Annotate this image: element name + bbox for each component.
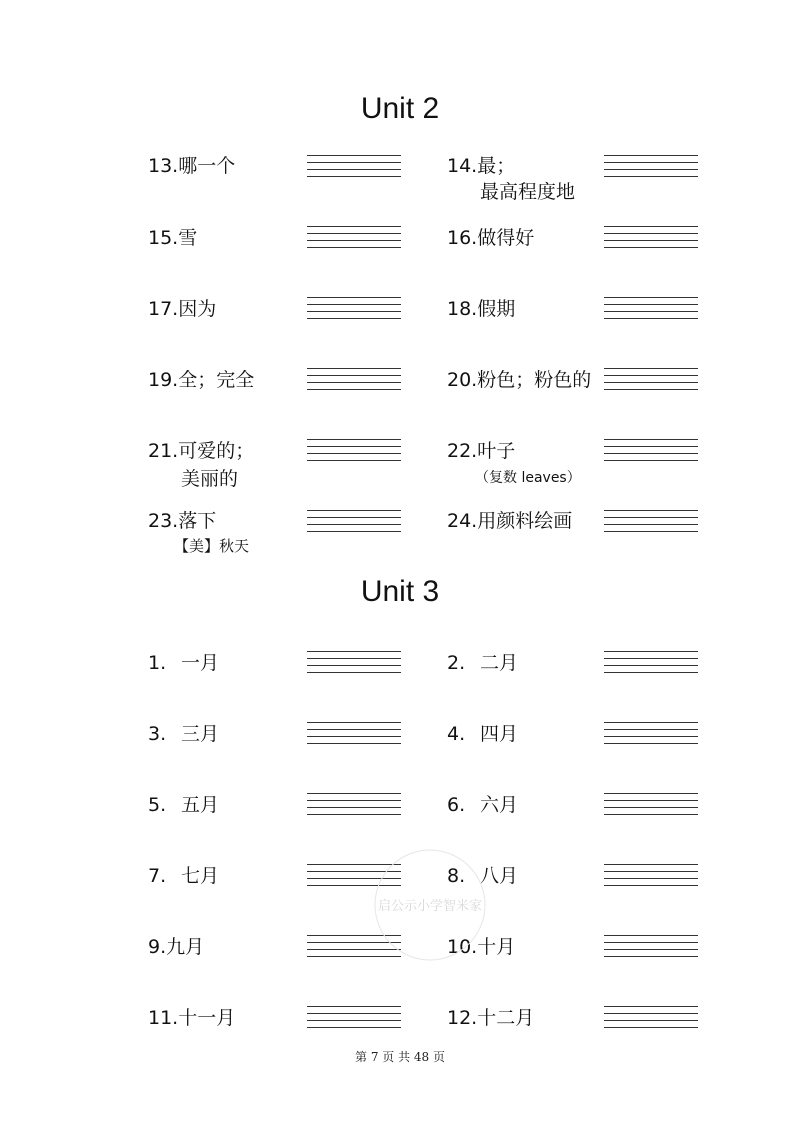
item-text: 因为 <box>178 298 217 320</box>
item-number: 16. <box>447 227 478 249</box>
item-number: 17. <box>148 298 179 320</box>
item-number: 21. <box>148 440 179 462</box>
item-number: 15. <box>148 227 179 249</box>
item-text: 叶子 <box>477 440 516 462</box>
answer-lines[interactable] <box>604 439 698 465</box>
unit2-title: Unit 2 <box>360 92 440 125</box>
item-number: 5. <box>148 794 167 816</box>
answer-lines[interactable] <box>604 1006 698 1032</box>
answer-lines[interactable] <box>604 864 698 890</box>
item-number: 10. <box>447 936 478 958</box>
answer-lines[interactable] <box>604 510 698 536</box>
item-text: 四月 <box>480 723 519 745</box>
answer-lines[interactable] <box>604 297 698 323</box>
answer-lines[interactable] <box>604 651 698 677</box>
item-text: 可爱的； <box>178 440 255 462</box>
answer-lines[interactable] <box>307 439 401 465</box>
answer-lines[interactable] <box>307 1006 401 1032</box>
answer-lines[interactable] <box>307 793 401 819</box>
u2-item-18 <box>447 296 515 322</box>
u3-item-7 <box>148 863 219 889</box>
item-number: 3. <box>148 723 167 745</box>
item-text: 雪 <box>178 227 198 249</box>
u2-item-24 <box>447 508 572 534</box>
u2-item-17 <box>148 296 216 322</box>
item-text: 五月 <box>181 794 220 816</box>
u2-item-20 <box>447 367 591 393</box>
item-text: 用颜料绘画 <box>477 510 573 532</box>
item-number: 1. <box>148 652 167 674</box>
u3-item-4 <box>447 721 518 747</box>
item-number: 12. <box>447 1007 478 1029</box>
page-number: 第 7 页 共 48 页 <box>355 1050 445 1064</box>
item-text: 六月 <box>480 794 519 816</box>
item-text: 全；完全 <box>178 369 255 391</box>
item-number: 22. <box>447 440 478 462</box>
item-text: 哪一个 <box>178 155 236 177</box>
item-number: 2. <box>447 652 466 674</box>
answer-lines[interactable] <box>307 651 401 677</box>
answer-lines[interactable] <box>604 935 698 961</box>
watermark-stamp <box>370 840 490 970</box>
item-text: 落下 <box>178 510 217 532</box>
answer-lines[interactable] <box>307 722 401 748</box>
item-number: 14. <box>447 155 478 177</box>
answer-lines[interactable] <box>307 297 401 323</box>
unit3-title: Unit 3 <box>360 575 440 608</box>
item-text: 做得好 <box>477 227 535 249</box>
item-text: 最； <box>477 155 516 177</box>
item-text: 三月 <box>181 723 220 745</box>
item-number: 11. <box>148 1007 179 1029</box>
item-number: 6. <box>447 794 466 816</box>
item-number: 24. <box>447 510 478 532</box>
item-number: 20. <box>447 369 478 391</box>
answer-lines[interactable] <box>604 226 698 252</box>
u2-item-13 <box>148 153 235 179</box>
item-number: 18. <box>447 298 478 320</box>
item-number: 9. <box>148 936 167 958</box>
item-text-continued: 美丽的 <box>181 468 239 490</box>
item-number: 8. <box>447 865 466 887</box>
u2-item-23 <box>148 508 249 556</box>
item-text: 八月 <box>480 865 519 887</box>
u3-item-5 <box>148 792 219 818</box>
item-number: 23. <box>148 510 179 532</box>
item-text: 十一月 <box>178 1007 236 1029</box>
item-note: 【美】秋天 <box>174 537 250 555</box>
u2-item-22 <box>447 438 581 488</box>
answer-lines[interactable] <box>307 226 401 252</box>
item-text: 七月 <box>181 865 220 887</box>
answer-lines[interactable] <box>307 510 401 536</box>
item-text: 九月 <box>166 936 205 958</box>
u3-item-12 <box>447 1005 534 1031</box>
u2-item-19 <box>148 367 254 393</box>
item-text: 二月 <box>480 652 519 674</box>
answer-lines[interactable] <box>307 155 401 181</box>
u2-item-21 <box>148 438 254 492</box>
item-text: 十二月 <box>477 1007 535 1029</box>
u3-item-6 <box>447 792 518 818</box>
item-text: 一月 <box>181 652 220 674</box>
item-text: 假期 <box>477 298 516 320</box>
u2-item-14 <box>447 153 575 205</box>
u2-item-15 <box>148 225 197 251</box>
u3-item-2 <box>447 650 518 676</box>
answer-lines[interactable] <box>604 368 698 394</box>
answer-lines[interactable] <box>604 793 698 819</box>
item-note: （复数 leaves） <box>475 470 581 486</box>
item-text-continued: 最高程度地 <box>480 181 576 203</box>
item-number: 19. <box>148 369 179 391</box>
answer-lines[interactable] <box>307 368 401 394</box>
answer-lines[interactable] <box>604 155 698 181</box>
item-number: 4. <box>447 723 466 745</box>
answer-lines[interactable] <box>604 722 698 748</box>
u3-item-9 <box>148 934 204 960</box>
item-text: 十月 <box>477 936 516 958</box>
item-number: 13. <box>148 155 179 177</box>
item-text: 粉色；粉色的 <box>477 369 592 391</box>
u2-item-16 <box>447 225 534 251</box>
u3-item-1 <box>148 650 219 676</box>
item-number: 7. <box>148 865 167 887</box>
u3-item-11 <box>148 1005 235 1031</box>
u3-item-3 <box>148 721 219 747</box>
watermark-text: 启公示小学智米家 <box>377 899 483 914</box>
